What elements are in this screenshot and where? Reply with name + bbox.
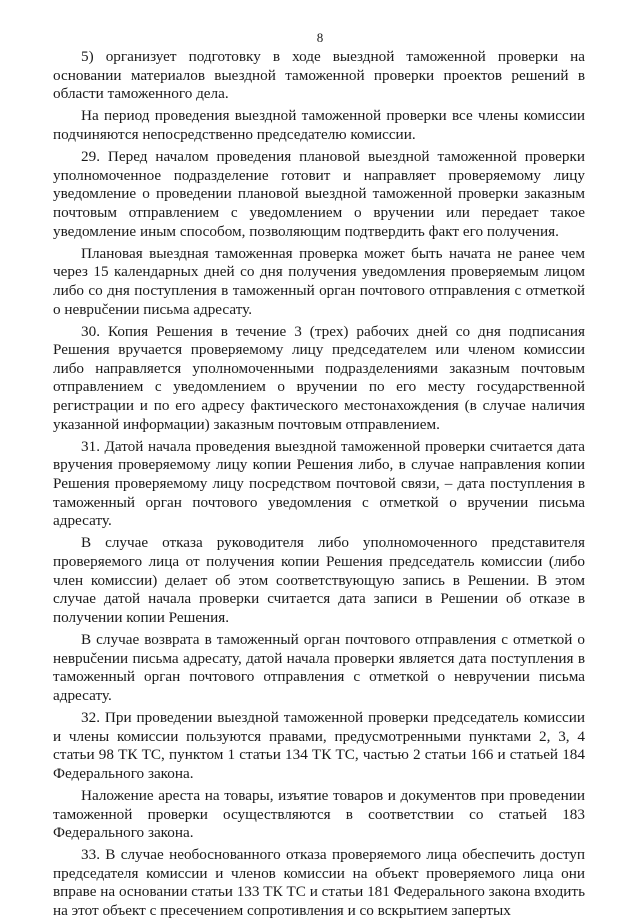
paragraph-item-5: 5) организует подготовку в ходе выездной таможенной проверки на основании материалов выездной таможенной проверки проектов решений в области таможенного дела. (53, 48, 585, 103)
paragraph-30: 30. Копия Решения в течение 3 (трех) рабочих дней со дня подписания Решения вручается проверяемому лицу председателем или членом комиссии либо направляется уполномоченными подразделениями заказным почтовым отправлением с уведомлением о вручении по его месту государственной регистрации и по его адресу фактического местонахождения (в случае наличия указанной информации) заказным почтовым отправлением. (53, 322, 585, 433)
paragraph-commission-subordination: На период проведения выездной таможенной проверки все члены комиссии подчиняются непосредственно председателю комиссии. (53, 107, 585, 143)
paragraph-32: 32. При проведении выездной таможенной проверки председатель комиссии и члены комиссии пользуются правами, предусмотренными пунктами 2, 3, 4 статьи 98 ТК ТС, пунктом 1 статьи 134 ТК ТС, частью 2 статьи 166 и статьей 184 Федерального закона. (53, 708, 585, 782)
document-body (53, 48, 585, 921)
page-number: 8 (316, 30, 324, 45)
paragraph-29: 29. Перед началом проведения плановой выездной таможенной проверки уполномоченное подразделение готовит и направляет проверяемому лицу уведомление о проведении плановой выездной таможенной проверки заказным почтовым отправлением с уведомлением о вручении или передает такое уведомление иным способом, позволяющим подтвердить факт его получения. (53, 148, 585, 240)
paragraph-arrest: Наложение ареста на товары, изъятие товаров и документов при проведении таможенной проверки осуществляются в соответствии со статьей 183 Федерального закона. (53, 786, 585, 842)
paragraph-return: В случае возврата в таможенный орган почтового отправления с отметкой о неврučении письма адресату, датой начала проверки является дата поступления в таможенный орган почтового отправления с отметкой о невручении письма адресату. (53, 630, 585, 704)
paragraph-31: 31. Датой начала проведения выездной таможенной проверки считается дата вручения проверяемому лицу копии Решения либо, в случае направления копии Решения проверяемому лицу посредством почтовой связи, – дата поступления в таможенный орган почтового уведомления с отметкой о вручении письма адресату. (53, 437, 585, 530)
paragraph-refusal: В случае отказа руководителя либо уполномоченного представителя проверяемого лица от получения копии Решения председатель комиссии (либо член комиссии) делает об этом соответствующую запись в Решении. В этом случае датой начала проверки считается дата записи в Решении об отказе в получении копии Решения. (53, 534, 585, 626)
paragraph-33: 33. В случае необоснованного отказа проверяемого лица обеспечить доступ председателя комиссии и членов комиссии на объект проверяемого лица они вправе на основании статьи 133 ТК ТС и статьи 181 Федерального закона входить на этот объект с пресечением сопротивления и со вскрытием запертых (53, 846, 585, 920)
paragraph-planned-start: Плановая выездная таможенная проверка может быть начата не ранее чем через 15 календарных дней со дня получения уведомления проверяемым лицом либо со дня поступления в таможенный орган почтового отправления с отметкой о неврučении письма адресату. (53, 244, 585, 318)
